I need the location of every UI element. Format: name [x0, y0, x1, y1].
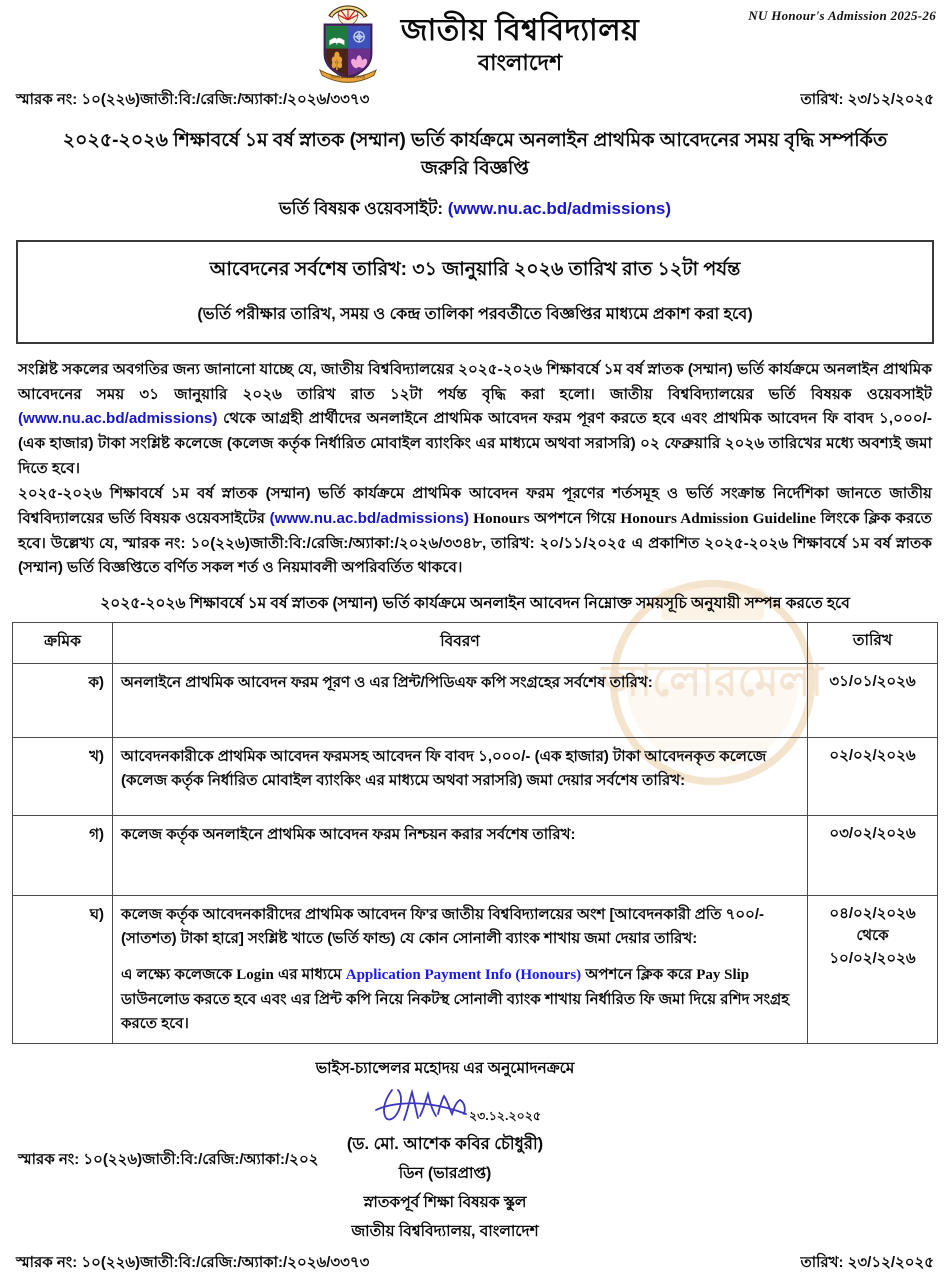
row4-text-c: অপশনে ক্লিক করে — [581, 966, 697, 984]
deadline-box — [16, 240, 934, 344]
row-date-to: ১০/০২/২০২৬ — [829, 949, 916, 967]
svg-text:আলোরমেলা: আলোরমেলা — [601, 657, 824, 706]
memo-date: তারিখ: ২৩/১২/২০২৫ — [800, 91, 934, 108]
signatory-role: ডিন (ভারপ্রাপ্ত) — [398, 1165, 492, 1183]
admissions-website-line — [12, 196, 938, 224]
footer-memo-date: তারিখ: ২৩/১২/২০২৫ — [800, 1254, 934, 1272]
row4-text-a: এ লক্ষ্যে কলেজকে — [121, 966, 237, 984]
admissions-website-url[interactable]: (www.nu.ac.bd/admissions) — [447, 199, 672, 219]
university-crest-icon — [311, 5, 385, 85]
schedule-table — [12, 622, 938, 1044]
pay-slip-label: Pay Slip — [696, 967, 750, 984]
table-row — [13, 737, 938, 815]
body-paragraph-1 — [18, 358, 932, 481]
deadline-text: আবেদনের সর্বশেষ তারিখ: ৩১ জানুয়ারি ২০২৬ তারিখ রাত ১২টা পর্যন্ত — [209, 259, 741, 281]
signature-date: ২৩.১২.২০২৫ — [469, 1109, 541, 1124]
body-p2-part-a: ২০২৫-২০২৬ শিক্ষাবর্ষে ১ম বর্ষ স্নাতক (সম্মান) ভর্তি কার্যক্রমে প্রাথমিক আবেদন ফরম পূরণের শর্তসমূহ ও ভর্তি সংক্রান্ত নির্দেশিকা জানতে জাতীয় বিশ্ববিদ্যালয়ের ভর্তি বিষয়ক ওয়েবসাইটের — [18, 485, 932, 527]
body-p1-url[interactable]: (www.nu.ac.bd/admissions) — [18, 410, 218, 428]
page-title-line2: জরুরি বিজ্ঞপ্তি — [421, 158, 529, 180]
footer-memo-number: স্মারক নং: ১০(২২৬)জাতী:বি:/রেজি:/অ্যাকা:/২০২৬/৩৩৭৩ — [16, 1254, 370, 1272]
footer-memo-line — [12, 1251, 938, 1276]
university-name-bn: জাতীয় বিশ্ববিদ্যালয় — [400, 13, 640, 47]
table-header-serial: ক্রমিক — [13, 622, 113, 663]
admissions-website-label: ভর্তি বিষয়ক ওয়েবসাইট: — [278, 199, 448, 219]
body-p2-url[interactable]: (www.nu.ac.bd/admissions) — [269, 509, 470, 527]
body-p2-part-e: লিংকে ক্লিক করতে হবে। উল্লেখ্য যে, স্মারক নং: ১০(২২৬)জাতী:বি:/রেজি:/অ্যাকা:/২০২৬/৩৩৪৮, তারিখ: ২০/১১/২০২৫ এ প্রকাশিত ২০২৫-২০২৬ শিক্ষাবর্ষে ১ম বর্ষ স্নাতক (সম্মান) ভর্তি বিজ্ঞপ্তিতে বর্ণিত সকল শর্ত ও নিয়মাবলী অপরিবর্তিত থাকবে। — [18, 509, 933, 577]
row-description: অনলাইনে প্রাথমিক আবেদন ফরম পূরণ ও এর প্রিন্ট/পিডিএফ কপি সংগ্রহের সর্বশেষ তারিখ: — [113, 663, 808, 737]
body-p2-guideline-link[interactable]: Honours Admission Guideline — [620, 509, 817, 527]
table-header-description: বিবরণ — [113, 622, 808, 663]
university-name-block — [401, 15, 640, 75]
row-serial: ঘ) — [13, 895, 113, 1043]
application-payment-info-link[interactable]: Application Payment Info (Honours) — [345, 967, 582, 984]
body-p1-part-a: সংশ্লিষ্ট সকলের অবগতির জন্য জানানো যাচ্ছে যে, জাতীয় বিশ্ববিদ্যালয়ের ২০২৫-২০২৬ শিক্ষাবর্ষে ১ম বর্ষ স্নাতক (সম্মান) ভর্তি কার্যক্রমে অনলাইন প্রাথমিক আবেদনের সময় ৩১ জানুয়ারি ২০২৬ তারিখ রাত ১২টা পর্যন্ত বৃদ্ধি করা হলো। জাতীয় বিশ্ববিদ্যালয়ের ভর্তি বিষয়ক ওয়েবসাইট — [18, 361, 932, 403]
page-bottom-cutoff-text: স্মারক নং: ১০(২২৬)জাতী:বি:/রেজি:/অ্যাকা:/২০২ — [18, 1151, 319, 1168]
row-serial: খ) — [13, 737, 113, 815]
table-row — [13, 815, 938, 895]
body-paragraph-2 — [18, 482, 932, 581]
corner-note: NU Honour's Admission 2025-26 — [748, 8, 936, 23]
page-title — [12, 127, 938, 183]
row-description: আবেদনকারীকে প্রাথমিক আবেদন ফরমসহ আবেদন ফি বাবদ ১,০০০/- (এক হাজার) টাকা আবেদনকৃত কলেজে (কলেজ কর্তৃক নির্ধারিত মোবাইল ব্যাংকিং এর মাধ্যমে অথবা সরাসরি) জমা দেয়ার সর্বশেষ তারিখ: — [113, 737, 808, 815]
body-p2-part-c: অপশনে গিয়ে — [529, 509, 621, 527]
row-date: ৩১/০১/২০২৬ — [808, 663, 938, 737]
row-description-part1: কলেজ কর্তৃক আবেদনকারীদের প্রাথমিক আবেদন ফি'র জাতীয় বিশ্ববিদ্যালয়ের অংশ [আবেদনকারী প্রতি ৭০০/- (সাতশত) টাকা হারে] সংশ্লিষ্ট খাতে (ভর্তি ফান্ড) যে কোন সোনালী ব্যাংক শাখায় জমা দেয়ার তারিখ: — [121, 905, 765, 948]
row-date — [808, 895, 938, 1043]
row4-text-b: এর মাধ্যমে — [273, 966, 346, 984]
table-header-row — [13, 622, 938, 663]
schedule-intro: ২০২৫-২০২৬ শিক্ষাবর্ষে ১ম বর্ষ স্নাতক (সম্মান) ভর্তি কার্যক্রমে অনলাইন আবেদন নিম্নোক্ত সময়সূচি অনুযায়ী সম্পন্ন করতে হবে — [100, 594, 850, 612]
login-label: Login — [236, 967, 274, 984]
body-p2-honours-word: Honours — [469, 509, 530, 527]
table-row — [13, 663, 938, 737]
row-date-from: ০৪/০২/২০২৬ — [829, 904, 916, 922]
row-serial: ক) — [13, 663, 113, 737]
table-header-date: তারিখ — [808, 622, 938, 663]
signature-area — [12, 1084, 878, 1130]
signatory-name: (ড. মো. আশেক কবির চৌধুরী) — [346, 1135, 544, 1154]
row-date: ০৩/০২/২০২৬ — [808, 815, 938, 895]
signature-block — [12, 1056, 938, 1245]
row-description: কলেজ কর্তৃক অনলাইনে প্রাথমিক আবেদন ফরম নিশ্চয়ন করার সর্বশেষ তারিখ: — [113, 815, 808, 895]
body-p1-part-b: থেকে আগ্রহী প্রার্থীদের অনলাইনে প্রাথমিক আবেদন ফরম পূরণ করতে হবে এবং প্রাথমিক আবেদন ফি বাবদ ১,০০০/- (এক হাজার) টাকা সংশ্লিষ্ট কলেজে (কলেজ কর্তৃক নির্ধারিত মোবাইল ব্যাংকিং এর মাধ্যমে অথবা সরাসরি) ০২ ফেব্রুয়ারি ২০২৬ তারিখের মধ্যে অবশ্যই জমা দিতে হবে। — [18, 410, 932, 477]
university-country-bn: বাংলাদেশ — [477, 50, 563, 76]
row-date: ০২/০২/২০২৬ — [808, 737, 938, 815]
memo-line — [12, 88, 938, 113]
signatory-school: স্নাতকপূর্ব শিক্ষা বিষয়ক স্কুল — [363, 1194, 527, 1212]
deadline-subnote: (ভর্তি পরীক্ষার তারিখ, সময় ও কেন্দ্র তালিকা পরবর্তীতে বিজ্ঞপ্তির মাধ্যমে প্রকাশ করা হবে) — [197, 306, 753, 324]
page-title-line1: ২০২৫-২০২৬ শিক্ষাবর্ষে ১ম বর্ষ স্নাতক (সম্মান) ভর্তি কার্যক্রমে অনলাইন প্রাথমিক আবেদনের সময় বৃদ্ধি সম্পর্কিত — [62, 130, 888, 151]
row-description — [113, 895, 808, 1043]
signatory-university: জাতীয় বিশ্ববিদ্যালয়, বাংলাদেশ — [351, 1223, 539, 1241]
approval-note: ভাইস-চ্যান্সেলর মহোদয় এর অনুমোদনক্রমে — [315, 1060, 575, 1078]
row-serial: গ) — [13, 815, 113, 895]
row-description-part2 — [121, 963, 799, 1036]
table-row — [13, 895, 938, 1043]
body-text — [12, 358, 938, 581]
svg-text:জাতীয় বিশ্ববিদ্যালয়: জাতীয় বিশ্ববিদ্যালয় — [330, 74, 366, 80]
row4-text-d: ডাউনলোড করতে হবে এবং এর প্রিন্ট কপি নিয়ে নিকটস্থ সোনালী ব্যাংক শাখায় নির্ধারিত ফি জমা দিয়ে রশিদ সংগ্রহ করতে হবে। — [121, 990, 790, 1033]
row-date-separator: থেকে — [856, 927, 889, 945]
memo-number: স্মারক নং: ১০(২২৬)জাতী:বি:/রেজি:/অ্যাকা:/২০২৬/৩৩৭৩ — [16, 91, 370, 108]
